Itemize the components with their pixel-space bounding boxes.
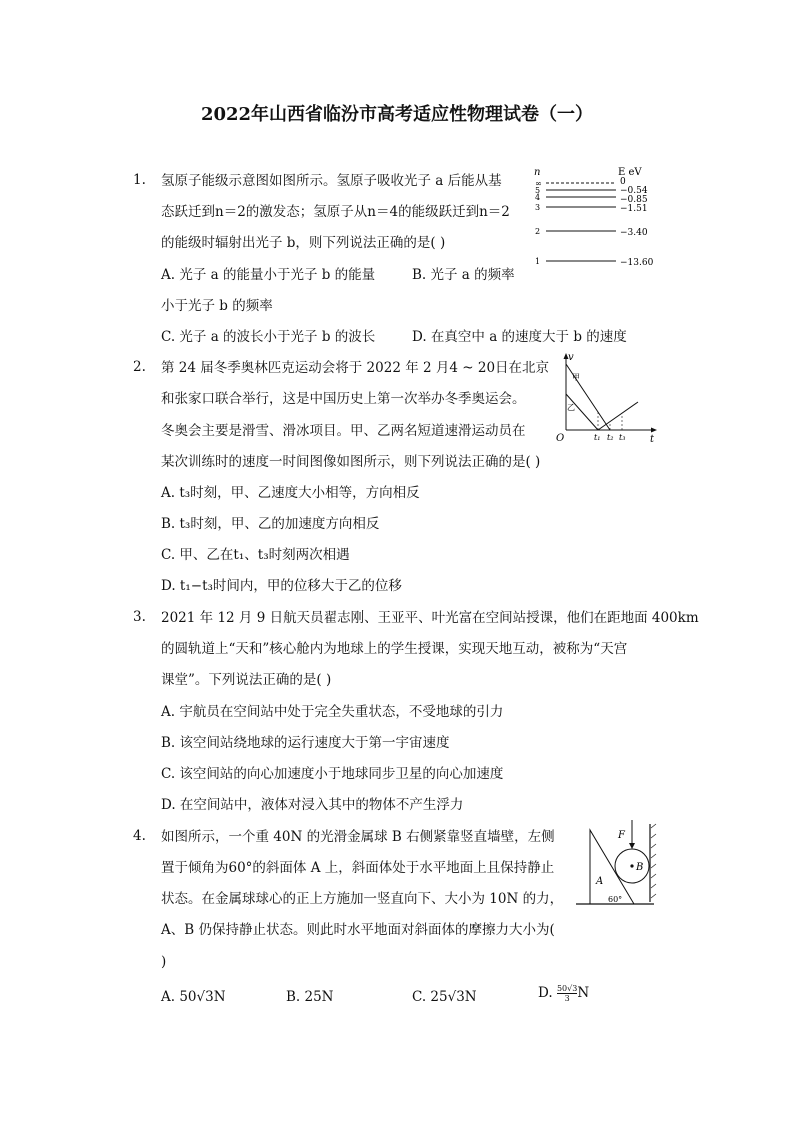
- yi-label: 乙: [567, 403, 575, 412]
- level-e-label: −3.40: [620, 228, 648, 238]
- question-text-line: 第 24 届冬季奥林匹克运动会将于 2022 年 2 月4 ~ 20日在北京: [161, 360, 550, 376]
- energy-axis-label: E eV: [618, 167, 642, 178]
- question-text-line: 的圆轨道上“天和”核心舱内为地球上的学生授课，实现天地互动，被称为“天宫: [161, 641, 628, 657]
- t2-label: t₂: [607, 433, 614, 442]
- question-number: 4.: [133, 828, 146, 844]
- question-number: 3.: [133, 609, 146, 625]
- option-c[interactable]: C. 25√3N: [412, 989, 477, 1005]
- t1-label: t₁: [594, 433, 601, 442]
- level-n-label: 2: [535, 227, 541, 236]
- question-text-line: A、B 仍保持静止状态。则此时水平地面对斜面体的摩擦力大小为(: [161, 922, 555, 938]
- question-text-line: 氢原子能级示意图如图所示。氢原子吸收光子 a 后能从基: [161, 173, 502, 189]
- level-n-label: 3: [535, 203, 541, 212]
- option-d[interactable]: D. 在真空中 a 的速度大于 b 的速度: [412, 329, 627, 345]
- block-label: A: [596, 876, 604, 887]
- level-e-label: 0: [620, 177, 626, 187]
- angle-label: 60°: [608, 895, 623, 904]
- option-d-unit: N: [577, 985, 590, 1001]
- option-a[interactable]: A. 宇航员在空间站中处于完全失重状态，不受地球的引力: [161, 704, 504, 720]
- option-b[interactable]: B. 25N: [286, 989, 334, 1005]
- level-e-label: −13.60: [620, 258, 654, 268]
- option-c[interactable]: C. 该空间站的向心加速度小于地球同步卫星的向心加速度: [161, 766, 504, 782]
- option-d[interactable]: D. 在空间站中，液体对浸入其中的物体不产生浮力: [161, 797, 464, 813]
- option-d-letter: D.: [538, 985, 553, 1001]
- level-n-label: 1: [535, 257, 541, 266]
- option-a[interactable]: A. t₃时刻，甲、乙速度大小相等，方向相反: [161, 485, 420, 501]
- option-d[interactable]: [538, 984, 589, 1003]
- question-text-line: 置于倾角为60°的斜面体 A 上，斜面体处于水平地面上且保持静止: [161, 860, 555, 876]
- option-b[interactable]: B. t₃时刻，甲、乙的加速度方向相反: [161, 516, 380, 532]
- level-e-label: −1.51: [620, 204, 648, 214]
- t3-label: t₃: [619, 433, 626, 442]
- question-text-line: 和张家口联合举行，这是中国历史上第一次举办冬季奥运会。: [161, 391, 526, 407]
- level-n-label: 5: [535, 186, 541, 195]
- origin-label: O: [556, 433, 565, 442]
- level-n-label: 4: [535, 193, 541, 202]
- line-yi-rise: [598, 402, 638, 430]
- question-text-line: 某次训练时的速度一时间图像如图所示，则下列说法正确的是( ): [161, 454, 541, 470]
- line-yi: [566, 394, 598, 430]
- force-label: F: [618, 830, 625, 841]
- n-axis-label: n: [534, 167, 541, 178]
- jia-label: 甲: [572, 373, 580, 382]
- level-e-label: −0.85: [620, 195, 648, 205]
- question-number: 1.: [133, 172, 146, 188]
- incline-ball-diagram: [572, 818, 664, 910]
- level-e-label: −0.54: [620, 186, 648, 196]
- question-text-line: 的能级时辐射出光子 b，则下列说法正确的是( ): [161, 235, 446, 251]
- ball-label: B: [636, 862, 644, 873]
- question-text-line: 状态。在金属球球心的正上方施加一竖直向下、大小为 10N 的力，: [161, 891, 564, 907]
- page-title: 2022年山西省临汾市高考适应性物理试卷（一）: [200, 104, 594, 125]
- t-axis-label: t: [650, 434, 655, 442]
- question-text-line: 冬奥会主要是滑雪、滑冰项目。甲、乙两名短道速滑运动员在: [161, 423, 526, 439]
- energy-level-diagram: [530, 162, 665, 274]
- option-b[interactable]: B. 该空间站绕地球的运行速度大于第一宇宙速度: [161, 735, 450, 751]
- question-text-line: 如图所示，一个重 40N 的光滑金属球 B 右侧紧靠竖直墙壁，左侧: [161, 829, 555, 845]
- option-c[interactable]: C. 光子 a 的波长小于光子 b 的波长: [161, 329, 376, 345]
- option-d-fraction: [557, 984, 577, 1003]
- option-b[interactable]: B. 光子 a 的频率: [412, 267, 515, 283]
- fraction-denominator: 3: [557, 993, 577, 1003]
- v-axis-label: v: [568, 352, 574, 363]
- question-text-line: 2021 年 12 月 9 日航天员翟志刚、王亚平、叶光富在空间站授课，他们在距地面 400km: [161, 610, 699, 626]
- question-text-line: 态跃迁到n＝2的激发态；氢原子从n＝4的能级跃迁到n＝2: [161, 204, 510, 220]
- option-b-continued: 小于光子 b 的频率: [161, 298, 273, 314]
- question-text-line: ): [161, 954, 167, 970]
- level-n-label: ∞: [535, 179, 542, 188]
- fraction-numerator: 50√3: [556, 984, 578, 993]
- question-text-line: 课堂”。下列说法正确的是( ): [161, 672, 332, 688]
- option-a[interactable]: A. 50√3N: [161, 989, 226, 1005]
- option-a[interactable]: A. 光子 a 的能量小于光子 b 的能量: [161, 267, 376, 283]
- question-number: 2.: [133, 359, 146, 375]
- option-c[interactable]: C. 甲、乙在t₁、t₃时刻两次相遇: [161, 547, 350, 563]
- velocity-time-graph: [552, 350, 662, 442]
- option-d[interactable]: D. t₁−t₃时间内，甲的位移大于乙的位移: [161, 578, 402, 594]
